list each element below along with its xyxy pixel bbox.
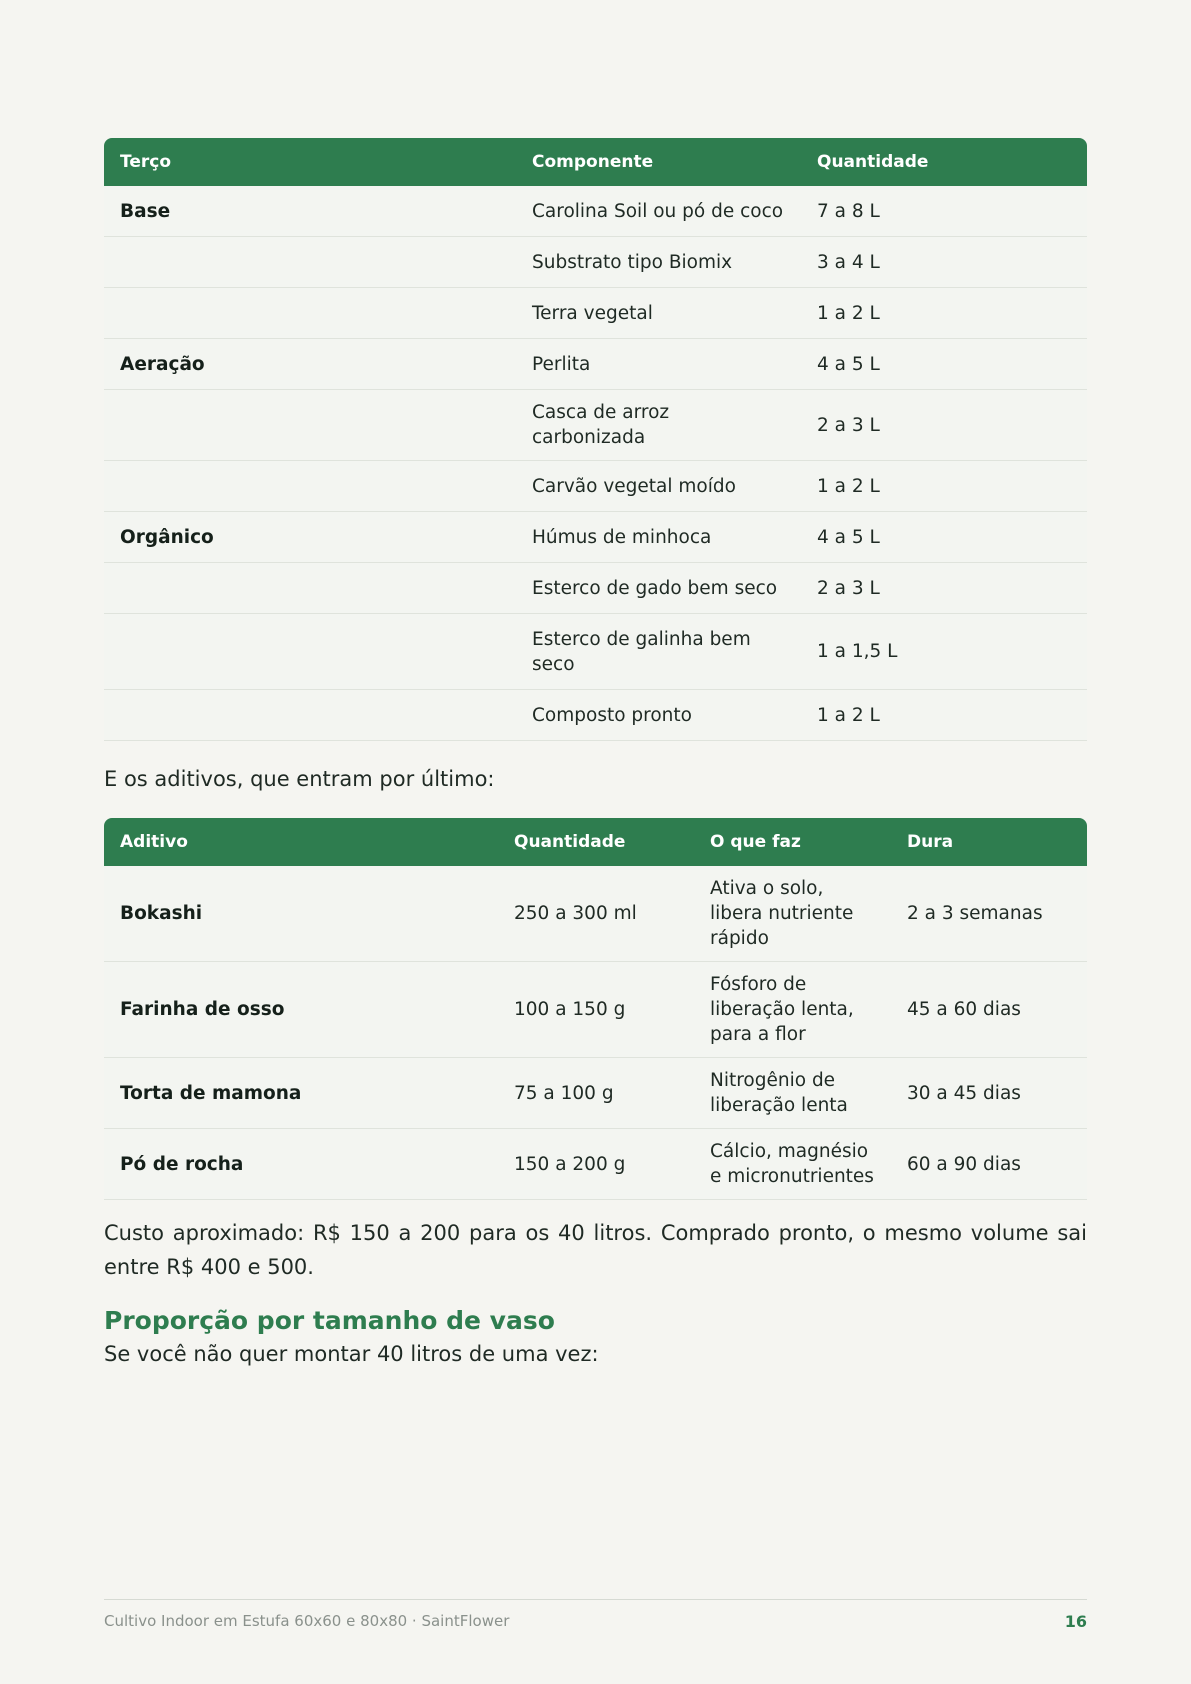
footer-text: Cultivo Indoor em Estufa 60x60 e 80x80 · SaintFlower: [104, 1612, 510, 1630]
terco-cell: [104, 563, 516, 614]
header-quantidade: Quantidade: [514, 832, 626, 852]
table-row: [104, 186, 1087, 237]
componente-cell: Carvão vegetal moído: [516, 461, 801, 512]
section-paragraph: Se você não quer montar 40 litros de uma vez:: [104, 1342, 599, 1366]
aditivo-cell: Bokashi: [104, 866, 498, 962]
additives-table: [104, 818, 1087, 1200]
quantidade-cell: 1 a 2 L: [801, 288, 1087, 339]
header-quantidade: Quantidade: [817, 152, 929, 172]
quantidade-cell: 4 a 5 L: [801, 339, 1087, 390]
funcao-cell: Fósforo de liberação lenta, para a flor: [694, 962, 891, 1058]
section-title: Proporção por tamanho de vaso: [104, 1306, 555, 1335]
dura-cell: 60 a 90 dias: [891, 1129, 1087, 1200]
table-row: [104, 288, 1087, 339]
quantidade-cell: 1 a 2 L: [801, 690, 1087, 741]
componente-cell: Substrato tipo Biomix: [516, 237, 801, 288]
table-row: [104, 390, 1087, 461]
page-footer: [104, 1599, 1087, 1631]
componente-cell: Esterco de gado bem seco: [516, 563, 801, 614]
dura-cell: 2 a 3 semanas: [891, 866, 1087, 962]
table-row: [104, 461, 1087, 512]
header-o-que-faz: O que faz: [710, 832, 801, 852]
table-row: [104, 512, 1087, 563]
table-row: [104, 1058, 1087, 1129]
page-content: [104, 138, 1087, 1371]
substrate-table: [104, 138, 1087, 741]
table-row: [104, 866, 1087, 962]
terco-cell: Aeração: [104, 339, 516, 390]
table-row: [104, 339, 1087, 390]
quantidade-cell: 2 a 3 L: [801, 390, 1087, 461]
quantidade-cell: 3 a 4 L: [801, 237, 1087, 288]
quantidade-cell: 150 a 200 g: [498, 1129, 694, 1200]
header-aditivo: Aditivo: [120, 832, 188, 852]
componente-cell: Composto pronto: [516, 690, 801, 741]
componente-cell: Terra vegetal: [516, 288, 801, 339]
funcao-cell: Ativa o solo, libera nutriente rápido: [694, 866, 891, 962]
terco-cell: [104, 288, 516, 339]
quantidade-cell: 7 a 8 L: [801, 186, 1087, 237]
dura-cell: 45 a 60 dias: [891, 962, 1087, 1058]
funcao-cell: Cálcio, magnésio e micronutrientes: [694, 1129, 891, 1200]
quantidade-cell: 2 a 3 L: [801, 563, 1087, 614]
table-row: [104, 962, 1087, 1058]
quantidade-cell: 250 a 300 ml: [498, 866, 694, 962]
dura-cell: 30 a 45 dias: [891, 1058, 1087, 1129]
table-row: [104, 690, 1087, 741]
header-terco: Terço: [120, 152, 172, 172]
componente-cell: Esterco de galinha bem seco: [516, 614, 801, 690]
additives-intro: E os aditivos, que entram por último:: [104, 767, 495, 791]
aditivo-cell: Farinha de osso: [104, 962, 498, 1058]
terco-cell: Base: [104, 186, 516, 237]
funcao-cell: Nitrogênio de liberação lenta: [694, 1058, 891, 1129]
componente-cell: Perlita: [516, 339, 801, 390]
table-header-row: [104, 138, 1087, 186]
terco-cell: [104, 390, 516, 461]
header-dura: Dura: [907, 832, 954, 852]
componente-cell: Húmus de minhoca: [516, 512, 801, 563]
terco-cell: [104, 690, 516, 741]
terco-cell: [104, 237, 516, 288]
table-header-row: [104, 818, 1087, 866]
table-row: [104, 563, 1087, 614]
quantidade-cell: 4 a 5 L: [801, 512, 1087, 563]
cost-paragraph: Custo aproximado: R$ 150 a 200 para os 40 litros. Comprado pronto, o mesmo volume sai entre R$ 400 e 500.: [104, 1221, 1087, 1279]
aditivo-cell: Pó de rocha: [104, 1129, 498, 1200]
componente-cell: Casca de arroz carbonizada: [516, 390, 801, 461]
quantidade-cell: 1 a 1,5 L: [801, 614, 1087, 690]
componente-cell: Carolina Soil ou pó de coco: [516, 186, 801, 237]
aditivo-cell: Torta de mamona: [104, 1058, 498, 1129]
table-row: [104, 237, 1087, 288]
quantidade-cell: 1 a 2 L: [801, 461, 1087, 512]
terco-cell: Orgânico: [104, 512, 516, 563]
terco-cell: [104, 461, 516, 512]
page-number: 16: [1064, 1612, 1087, 1631]
terco-cell: [104, 614, 516, 690]
quantidade-cell: 100 a 150 g: [498, 962, 694, 1058]
table-row: [104, 1129, 1087, 1200]
table-row: [104, 614, 1087, 690]
quantidade-cell: 75 a 100 g: [498, 1058, 694, 1129]
header-componente: Componente: [532, 152, 654, 172]
